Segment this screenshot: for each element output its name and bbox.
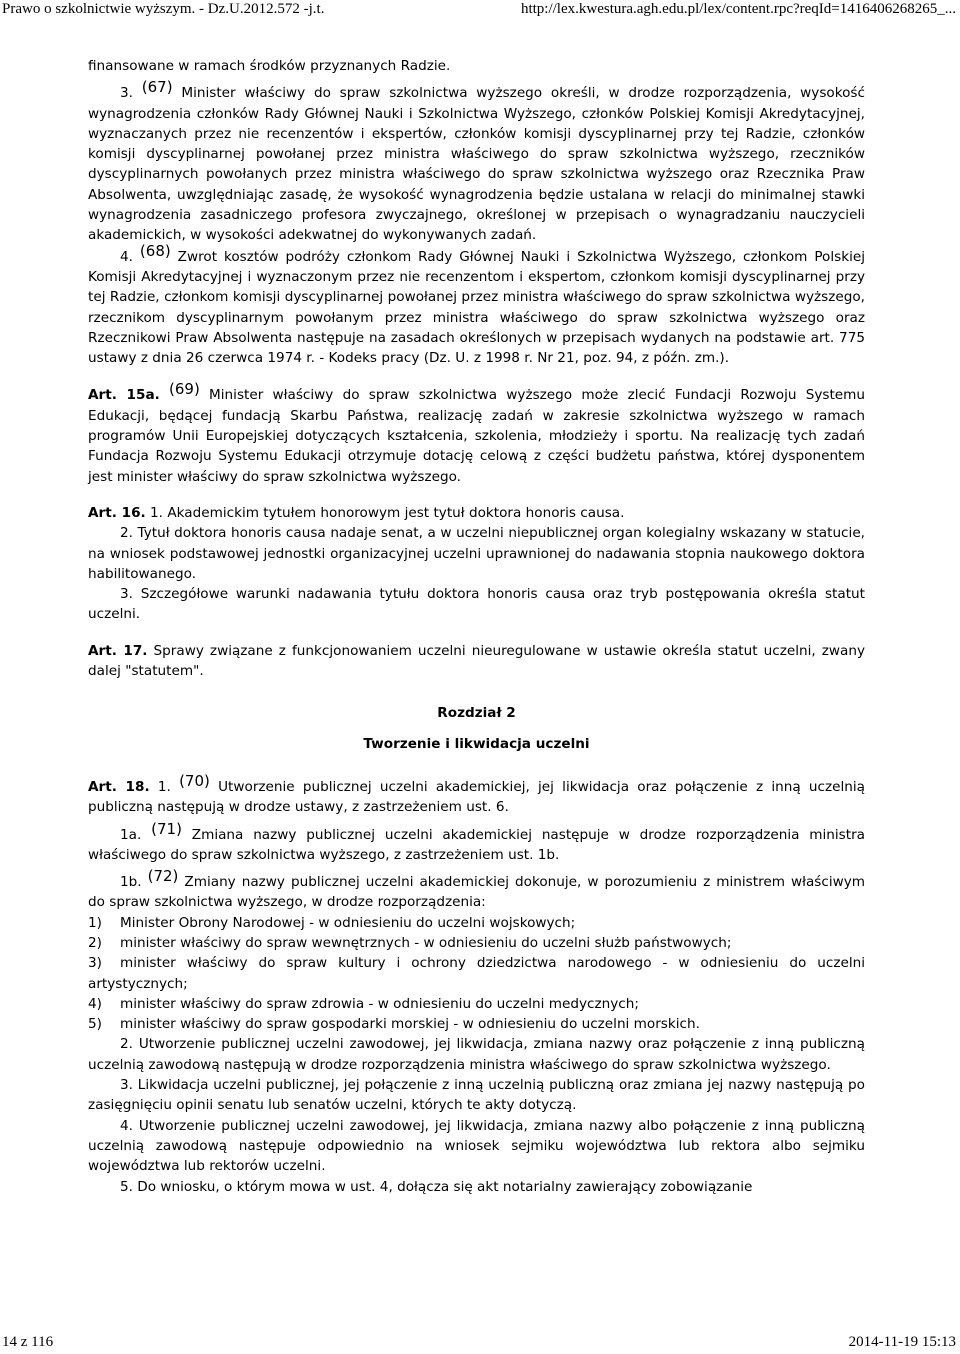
footnote-ref[interactable]: (71) [151,819,182,838]
list-item-number: 4) [88,995,102,1012]
article-18-paragraph-2: 2. Utworzenie publicznej uczelni zawodowej, jej likwidacja, zmiana nazwy oraz połączenie z inną publiczną uczelnią zawodową następują w drodze rozporządzenia ministra właściwego do spraw szkolnictwa wyższego. [88,1036,865,1073]
footnote-ref[interactable]: (72) [147,867,179,886]
paragraph-number: 1a. [120,826,142,843]
list-item [88,933,865,953]
paragraph-text: Minister właściwy do spraw szkolnictwa wyższego określi, w drodze rozporządzenia, wysokość wynagrodzenia członków Rady Głównej Nauki i Szkolnictwa Wyższego, członków Polskiej Komisji Akredytacyjnej, wyznaczanych przez nie recenzentów i ekspertów, członków komisji dyscyplinarnej przy tej Radzie, członków komisji dyscyplinarnej powołanej przez ministra właściwego do spraw szkolnictwa wyższego, rzeczników dyscyplinarnych powołanych przez ministra właściwego do spraw szkolnictwa wyższego oraz Rzecznika Praw Absolwenta, uwzględniając zasadę, że wysokość wynagrodzenia będzie ustalana w relacji do minimalnej stawki wynagrodzenia zasadniczego profesora zwyczajnego, określonej w przepisach o wynagradzaniu nauczycieli akademickich, w wysokości adekwatnej do wykonywanych zadań. [88,85,865,244]
article-17 [88,641,865,682]
header-document-title: Prawo o szkolnictwie wyższym. - Dz.U.2012.572 -j.t. [2,1,325,17]
article-18-paragraph-3: 3. Likwidacja uczelni publicznej, jej połączenie z inną uczelnią publiczną oraz zmiana jej nazwy następują po zasięgnięciu opinii senatu lub senatów uczelni, których te akty dotyczą. [88,1077,865,1114]
article-text: Sprawy związane z funkcjonowaniem uczelni nieuregulowane w ustawie określa statut uczelni, zwany dalej "statutem". [88,642,866,680]
document-body [88,56,865,1197]
page-header [0,1,960,21]
list-item-text: Minister Obrony Narodowej - w odniesieniu do uczelni wojskowych; [120,914,576,931]
article-label: Art. 18. [88,778,150,795]
paragraph-3 [88,78,865,245]
list-item-text: minister właściwy do spraw kultury i ochrony dziedzictwa narodowego - w odniesieniu do uczelni artystycznych; [88,955,865,992]
footnote-ref[interactable]: (68) [139,241,171,260]
list-item [88,1014,865,1034]
enumeration-list [88,913,865,1035]
article-text: 1. Akademickim tytułem honorowym jest tytuł doktora honoris causa. [150,504,625,521]
paragraph-number: 3. [120,85,133,102]
list-item-text: minister właściwy do spraw zdrowia - w odniesieniu do uczelni medycznych; [120,995,639,1012]
article-18-paragraph-5: 5. Do wniosku, o którym mowa w ust. 4, dołącza się akt notarialny zawierający zobowiązanie [120,1178,753,1195]
list-item-text: minister właściwy do spraw gospodarki morskiej - w odniesieniu do uczelni morskich. [120,1016,700,1033]
list-item [88,953,865,994]
paragraph-4 [88,241,866,369]
article-label: Art. 15a. [88,387,160,404]
paragraph: finansowane w ramach środków przyznanych Radzie. [88,58,451,74]
paragraph-number: 1. [157,778,171,795]
article-18 [88,771,865,818]
chapter-title: Tworzenie i likwidacja uczelni [363,735,590,752]
article-15a [88,380,865,486]
article-16 [88,503,865,523]
paragraph-text: Zmiana nazwy publicznej uczelni akademickiej następuje w drodze rozporządzenia ministra właściwego do spraw szkolnictwa wyższego, z zastrzeżeniem ust. 1b. [88,826,866,863]
page-footer [0,1334,960,1352]
chapter-number: Rozdział 2 [437,705,516,722]
article-label: Art. 16. [88,504,146,521]
article-18-paragraph-4: 4. Utworzenie publicznej uczelni zawodowej, jej likwidacja, zmiana nazwy albo połączenie z inną publiczną uczelnią zawodową następuje odpowiednio na wniosek sejmiku województwa lub rektora albo sejmiku województwa lub rektorów uczelni. [88,1117,865,1175]
article-18-paragraph-1b [88,867,866,913]
footnote-ref[interactable]: (70) [179,771,210,790]
article-text: Utworzenie publicznej uczelni akademickiej, jej likwidacja oraz połączenie z inną uczelnią publiczną następują w drodze ustawy, z zastrzeżeniem ust. 6. [88,778,865,816]
article-text: Minister właściwy do spraw szkolnictwa wyższego może zlecić Fundacji Rozwoju Systemu Edukacji, będącej fundacją Skarbu Państwa, realizację zadań w zakresie szkolnictwa wyższego w ramach programów Unii Europejskiej dotyczących kształcenia, szkolenia, młodzieży i sportu. Na realizację tych zadań Fundacja Rozwoju Systemu Edukacji otrzymuje dotację celową z części budżetu państwa, której dysponentem jest minister właściwy do spraw szkolnictwa wyższego. [88,387,865,485]
footnote-ref[interactable]: (69) [169,380,200,399]
list-item [88,994,865,1014]
header-url[interactable]: http://lex.kwestura.agh.edu.pl/lex/content.rpc?reqId=1416406268265_... [520,1,956,17]
page-counter: 14 z 116 [2,1334,54,1350]
list-item-number: 3) [88,955,102,972]
list-item-number: 1) [88,914,102,931]
list-item [88,913,865,933]
footnote-ref[interactable]: (67) [141,78,173,97]
list-item-text: minister właściwy do spraw wewnętrznych - w odniesieniu do uczelni służb państwowych; [120,934,732,951]
article-label: Art. 17. [88,642,148,659]
paragraph-number: 4. [120,248,133,265]
list-item-number: 5) [88,1016,102,1033]
paragraph-text: Zwrot kosztów podróży członkom Rady Głównej Nauki i Szkolnictwa Wyższego, członkom Polskiej Komisji Akredytacyjnej i wyznaczonym przez nie recenzentom i ekspertom, członkom komisji dyscyplinarnej przy tej Radzie, członkom komisji dyscyplinarnej powołanej przez ministra właściwego do spraw szkolnictwa wyższego, rzecznikom dyscyplinarnym powołanym przez ministra właściwego do spraw szkolnictwa wyższego oraz Rzecznikowi Praw Absolwenta następuje na zasadach określonych w przepisach wydanych na podstawie art. 775 ustawy z dnia 26 czerwca 1974 r. - Kodeks pracy (Dz. U. z 1998 r. Nr 21, poz. 94, z późn. zm.). [88,248,866,367]
paragraph-number: 1b. [120,874,142,891]
article-16-paragraph-2: 2. Tytuł doktora honoris causa nadaje senat, a w uczelni niepublicznej organ kolegialny wskazany w statucie, na wniosek podstawowej jednostki organizacyjnej uczelni uprawnionej do nadawania stopnia naukowego doktora habilitowanego. [88,525,865,582]
list-item-number: 2) [88,934,102,951]
article-16-paragraph-3: 3. Szczegółowe warunki nadawania tytułu doktora honoris causa oraz tryb postępowania określa statut uczelni. [88,586,865,623]
paragraph-text: Zmiany nazwy publicznej uczelni akademickiej dokonuje, w porozumieniu z ministrem właściwym do spraw szkolnictwa wyższego, w drodze rozporządzenia: [88,874,866,911]
article-18-paragraph-1a [88,819,866,866]
print-timestamp: 2014-11-19 15:13 [848,1334,956,1350]
